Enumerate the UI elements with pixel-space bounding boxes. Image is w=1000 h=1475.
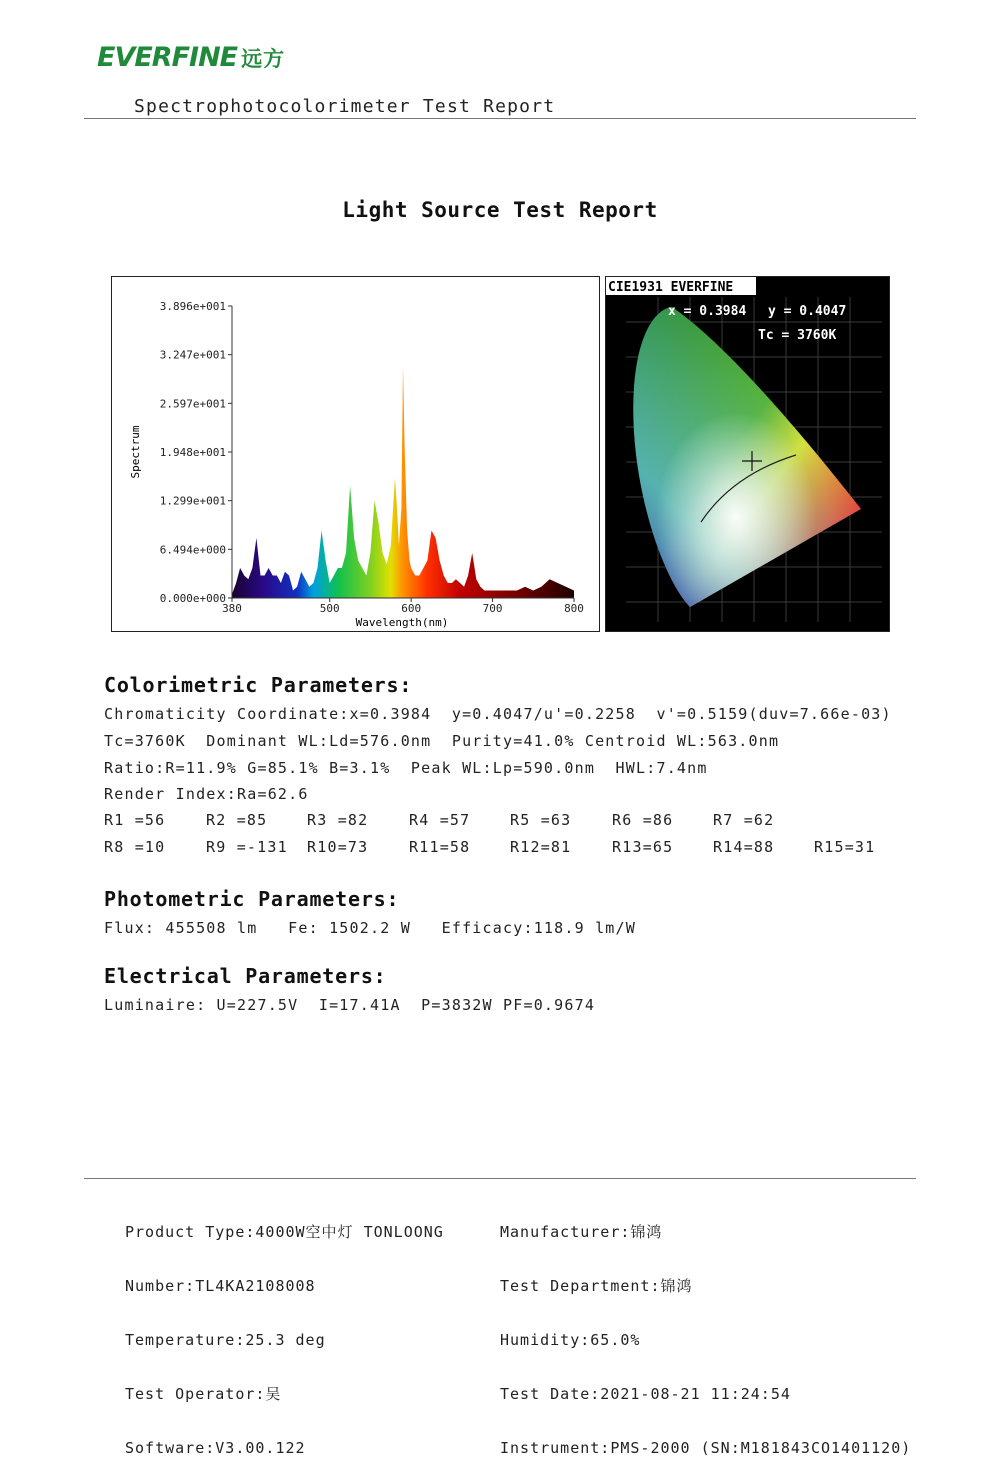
- chromaticity-line: Chromaticity Coordinate:x=0.3984 y=0.4047/u'=0.2258 v'=0.5159(duv=7.66e-03): [104, 705, 892, 723]
- y-tick-label: 1.948e+001: [159, 446, 226, 459]
- test-department: Test Department:锦鸿: [500, 1277, 693, 1295]
- colorimetric-heading: Colorimetric Parameters:: [104, 673, 413, 697]
- y-tick-label: 3.247e+001: [159, 348, 226, 362]
- r8-value: R8 =10: [104, 838, 166, 856]
- cie-diagram: [606, 277, 889, 631]
- cie-label: CIE1931 EVERFINE: [608, 280, 734, 295]
- footer-left: [125, 1187, 444, 1475]
- spectrum-area: [232, 366, 574, 598]
- x-tick-label: 600: [401, 602, 422, 615]
- product-type: Product Type:4000W空中灯 TONLOONG: [125, 1223, 444, 1241]
- r4-value: R4 =57: [409, 811, 471, 829]
- logo-cn: 远方: [241, 47, 286, 71]
- y-tick-label: 3.896e+001: [159, 300, 226, 313]
- cie-y-value: y = 0.4047: [768, 304, 847, 319]
- report-title: Light Source Test Report: [342, 198, 658, 222]
- cie-tc-value: Tc = 3760K: [758, 328, 837, 343]
- r7-value: R7 =62: [713, 811, 775, 829]
- r6-value: R6 =86: [612, 811, 674, 829]
- software-version: Software:V3.00.122: [125, 1439, 306, 1457]
- logo-brand: EVERFINE: [97, 42, 238, 73]
- r5-value: R5 =63: [510, 811, 572, 829]
- footer-right: [500, 1187, 911, 1475]
- header-divider: [84, 118, 916, 119]
- render-index-line: Render Index:Ra=62.6: [104, 785, 309, 803]
- instrument: Instrument:PMS-2000 (SN:M181843CO1401120): [500, 1439, 912, 1457]
- product-number: Number:TL4KA2108008: [125, 1277, 316, 1295]
- footer-divider: [84, 1178, 916, 1179]
- test-date: Test Date:2021-08-21 11:24:54: [500, 1385, 791, 1403]
- y-tick-label: 1.299e+001: [159, 494, 226, 508]
- photometric-line: Flux: 455508 lm Fe: 1502.2 W Efficacy:118.9 lm/W: [104, 919, 636, 937]
- r9-value: R9 =-131: [206, 838, 288, 856]
- spectrum-chart: [112, 277, 599, 631]
- electrical-heading: Electrical Parameters:: [104, 964, 387, 988]
- temperature: Temperature:25.3 deg: [125, 1331, 326, 1349]
- tc-line: Tc=3760K Dominant WL:Ld=576.0nm Purity=41.0% Centroid WL:563.0nm: [104, 732, 780, 750]
- r10-value: R10=73: [307, 838, 369, 856]
- r14-value: R14=88: [713, 838, 775, 856]
- r2-value: R2 =85: [206, 811, 268, 829]
- r13-value: R13=65: [612, 838, 674, 856]
- manufacturer: Manufacturer:锦鸿: [500, 1223, 663, 1241]
- cie-diagram-panel: [605, 276, 890, 632]
- y-axis-label: Spectrum: [129, 425, 142, 479]
- humidity: Humidity:65.0%: [500, 1331, 641, 1349]
- electrical-line: Luminaire: U=227.5V I=17.41A P=3832W PF=0.9674: [104, 996, 596, 1014]
- ratio-line: Ratio:R=11.9% G=85.1% B=3.1% Peak WL:Lp=590.0nm HWL:7.4nm: [104, 759, 708, 777]
- report-subtitle: Spectrophotocolorimeter Test Report: [134, 96, 556, 117]
- photometric-heading: Photometric Parameters:: [104, 887, 400, 911]
- y-tick-label: 2.597e+001: [159, 397, 226, 411]
- r15-value: R15=31: [814, 838, 876, 856]
- x-axis-label: Wavelength(nm): [355, 616, 449, 629]
- x-tick-label: 700: [482, 602, 503, 615]
- y-tick-label: 0.000e+000: [159, 592, 226, 605]
- spectrum-chart-panel: [111, 276, 600, 632]
- r11-value: R11=58: [409, 838, 471, 856]
- x-tick-label: 500: [319, 602, 340, 615]
- y-tick-label: 6.494e+000: [159, 543, 226, 557]
- cie-x-value: x = 0.3984: [668, 304, 747, 319]
- r12-value: R12=81: [510, 838, 572, 856]
- everfine-logo: [97, 42, 285, 73]
- test-operator: Test Operator:吴: [125, 1385, 282, 1403]
- x-tick-label: 800: [564, 602, 584, 615]
- r1-value: R1 =56: [104, 811, 166, 829]
- x-tick-label: 380: [222, 602, 242, 615]
- r3-value: R3 =82: [307, 811, 369, 829]
